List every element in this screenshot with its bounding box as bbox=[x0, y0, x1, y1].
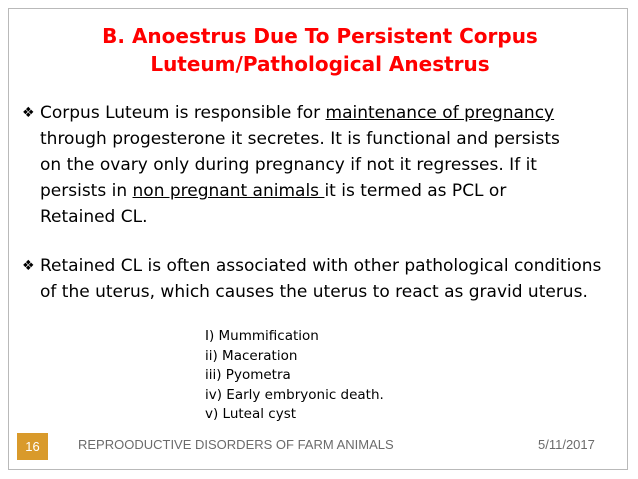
diamond-bullet-icon: ❖ bbox=[22, 258, 35, 274]
list-item: iv) Early embryonic death. bbox=[205, 386, 384, 403]
slide-number-badge: 16 bbox=[17, 433, 48, 460]
slide-title bbox=[20, 22, 620, 78]
footer-title: REPROODUCTIVE DISORDERS OF FARM ANIMALS bbox=[78, 437, 394, 452]
slide-title-line-1: B. Anoestrus Due To Persistent Corpus bbox=[102, 24, 538, 48]
list-item: ii) Maceration bbox=[205, 347, 298, 364]
bullet-text-part: Corpus Luteum is responsible for bbox=[40, 103, 326, 123]
underlined-phrase-maintenance: maintenance of pregnancy bbox=[325, 103, 555, 123]
bullet-text-part: through progesterone it secretes. It is functional and persists on the ovary only during pregnancy if not it regresses. If it persists in bbox=[40, 129, 560, 201]
list-item: I) Mummification bbox=[205, 328, 319, 344]
conditions-list bbox=[205, 327, 384, 425]
bullet-retained-cl bbox=[22, 253, 602, 305]
slide-title-line-2: Luteum/Pathological Anestrus bbox=[150, 52, 490, 76]
bullet-text-part: it is termed as PCL or Retained CL. bbox=[40, 181, 507, 227]
bullet-text: Retained CL is often associated with other pathological conditions of the uterus, which causes the uterus to react as gravid uterus. bbox=[40, 256, 602, 302]
list-item: iii) Pyometra bbox=[205, 367, 291, 383]
underlined-phrase-non-pregnant: non pregnant animals bbox=[132, 181, 325, 201]
bullet-corpus-luteum bbox=[22, 100, 582, 230]
bullet-text bbox=[22, 100, 582, 230]
footer-date: 5/11/2017 bbox=[538, 437, 595, 452]
list-item: v) Luteal cyst bbox=[205, 406, 297, 422]
diamond-bullet-icon: ❖ bbox=[22, 105, 35, 121]
